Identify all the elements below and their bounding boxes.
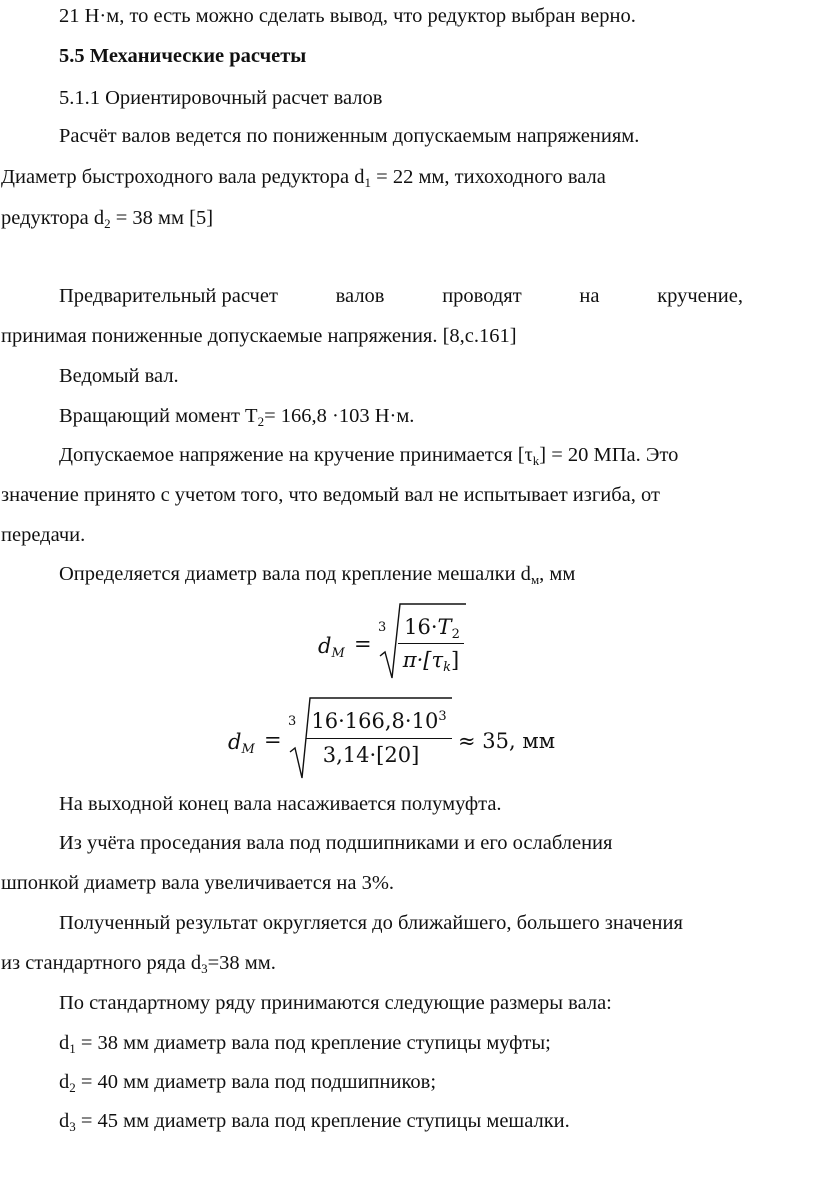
d1-text-a: d	[59, 1032, 70, 1054]
p9-text-b: =38 мм.	[207, 952, 276, 974]
d2-text-a: d	[59, 1071, 70, 1093]
section-heading: 5.5 Механические расчеты	[59, 45, 307, 67]
formula-2-lhs-sub: M	[241, 742, 255, 757]
p5-text-a: Допускаемое напряжение на кручение принимается [τ	[59, 444, 533, 466]
paragraph-10: По стандартному ряду принимаются следующие размеры вала:	[59, 992, 612, 1014]
paragraph-8-line-2: шпонкой диаметр вала увеличивается на 3%.	[1, 872, 395, 894]
formula-2-root-index: 3	[288, 714, 297, 729]
paragraph-9-line-1: Полученный результат округляется до ближайшего, большего значения	[59, 912, 683, 934]
p6-text-b: , мм	[539, 563, 576, 585]
d1-text-b: = 38 мм диаметр вала под крепление ступицы муфты;	[75, 1032, 551, 1054]
paragraph-7: На выходной конец вала насаживается полумуфта.	[59, 793, 502, 815]
formula-1-lhs-d: d	[318, 634, 332, 658]
formula-2-num-sup: 3	[438, 709, 447, 724]
formula-1-numerator	[400, 615, 464, 642]
p9-sub: 3	[201, 961, 208, 976]
formula-1-root-index: 3	[378, 620, 387, 635]
d2-text-b: = 40 мм диаметр вала под подшипников;	[75, 1071, 437, 1093]
paragraph-2-line-1	[59, 286, 743, 307]
subsection-heading: 5.1.1 Ориентировочный расчет валов	[59, 87, 383, 109]
formula-1-lhs	[318, 634, 345, 661]
paragraph-9-line-2	[1, 953, 276, 974]
formula-1-fraction-bar	[398, 643, 464, 644]
p1-l2-sub: 1	[364, 175, 372, 190]
formula-2-lhs-d: d	[228, 730, 242, 754]
paragraph-5-line-3: передачи.	[1, 524, 86, 546]
formula-2-denominator: 3,14·[20]	[322, 743, 420, 767]
p1-l2-text-b: = 22 мм, тихоходного вала	[371, 166, 606, 188]
paragraph-4	[59, 406, 414, 427]
text-line-1: 21 Н·м, то есть можно сделать вывод, что редуктор выбран верно.	[59, 5, 636, 27]
p1-l3-text-b: = 38 мм [5]	[110, 207, 214, 229]
dimension-item-1	[59, 1033, 551, 1054]
formula-2-approx-value: ≈ 35,	[458, 729, 516, 753]
p5-sub: k	[532, 453, 540, 468]
paragraph-5-line-2: значение принято с учетом того, что ведомый вал не испытывает изгиба, от	[1, 484, 660, 506]
paragraph-5-line-1	[59, 445, 678, 466]
paragraph-2-line-2: принимая пониженные допускаемые напряжения. [8,с.161]	[1, 325, 517, 347]
formula-1-denominator	[398, 648, 464, 675]
formula-2-radical-icon	[280, 692, 456, 782]
p2-word-3: проводят	[442, 285, 522, 307]
formula-1-lhs-sub: M	[331, 646, 345, 661]
p1-l3-text-a: редуктора d	[1, 207, 105, 229]
formula-1-radical-icon	[370, 598, 470, 682]
formula-2-approx	[458, 731, 555, 752]
d3-text-b: = 45 мм диаметр вала под крепление ступицы мешалки.	[75, 1110, 570, 1132]
formula-2-unit: мм	[522, 729, 556, 753]
formula-1-num-a: 16·	[404, 615, 438, 639]
p4-sub: 2	[257, 414, 265, 429]
formula-2-eq: =	[264, 728, 282, 752]
p2-word-4: на	[579, 285, 600, 307]
paragraph-8-line-1: Из учёта проседания вала под подшипниками и его ослабления	[59, 832, 613, 854]
formula-1-den-pi: π·[	[402, 648, 432, 672]
paragraph-3: Ведомый вал.	[59, 365, 179, 387]
formula-1-eq: =	[354, 632, 372, 656]
formula-2-lhs	[228, 730, 255, 757]
formula-2-fraction-bar	[306, 738, 452, 739]
p2-word-2: валов	[335, 285, 385, 307]
p1-l3-sub: 2	[104, 216, 111, 231]
formula-1-num-sub: 2	[451, 627, 460, 642]
d1-sub: 1	[69, 1041, 76, 1056]
p5-text-b: ] = 20 МПа. Это	[539, 444, 679, 466]
d3-text-a: d	[59, 1110, 70, 1132]
formula-2-num-text: 16·166,8·10	[311, 709, 439, 733]
formula-2-numerator	[306, 711, 452, 732]
p6-sub: м	[530, 572, 540, 587]
p9-text-a: из стандартного ряда d	[1, 952, 202, 974]
paragraph-1-line-2	[1, 167, 606, 188]
p4-text-b: = 166,8 ·103 Н·м.	[264, 405, 415, 427]
formula-1-den-tau: τ	[431, 648, 444, 672]
p6-text-a: Определяется диаметр вала под крепление мешалки d	[59, 563, 531, 585]
formula-1-den-b: ]	[450, 648, 460, 672]
p1-l2-text-a: Диаметр быстроходного вала редуктора d	[1, 166, 365, 188]
d3-sub: 3	[69, 1119, 76, 1134]
p4-text-a: Вращающий момент T	[59, 405, 258, 427]
d2-sub: 2	[69, 1080, 76, 1095]
formula-1-num-T: T	[437, 615, 452, 639]
paragraph-1-line-1: Расчёт валов ведется по пониженным допускаемым напряжениям.	[59, 125, 640, 147]
paragraph-6	[59, 564, 575, 585]
formula-1-den-sub: k	[443, 660, 451, 675]
p2-word-1: Предварительный расчет	[59, 285, 278, 307]
dimension-item-3	[59, 1111, 570, 1132]
p2-word-5: кручение,	[657, 285, 743, 307]
paragraph-1-line-3	[1, 208, 213, 229]
dimension-item-2	[59, 1072, 436, 1093]
